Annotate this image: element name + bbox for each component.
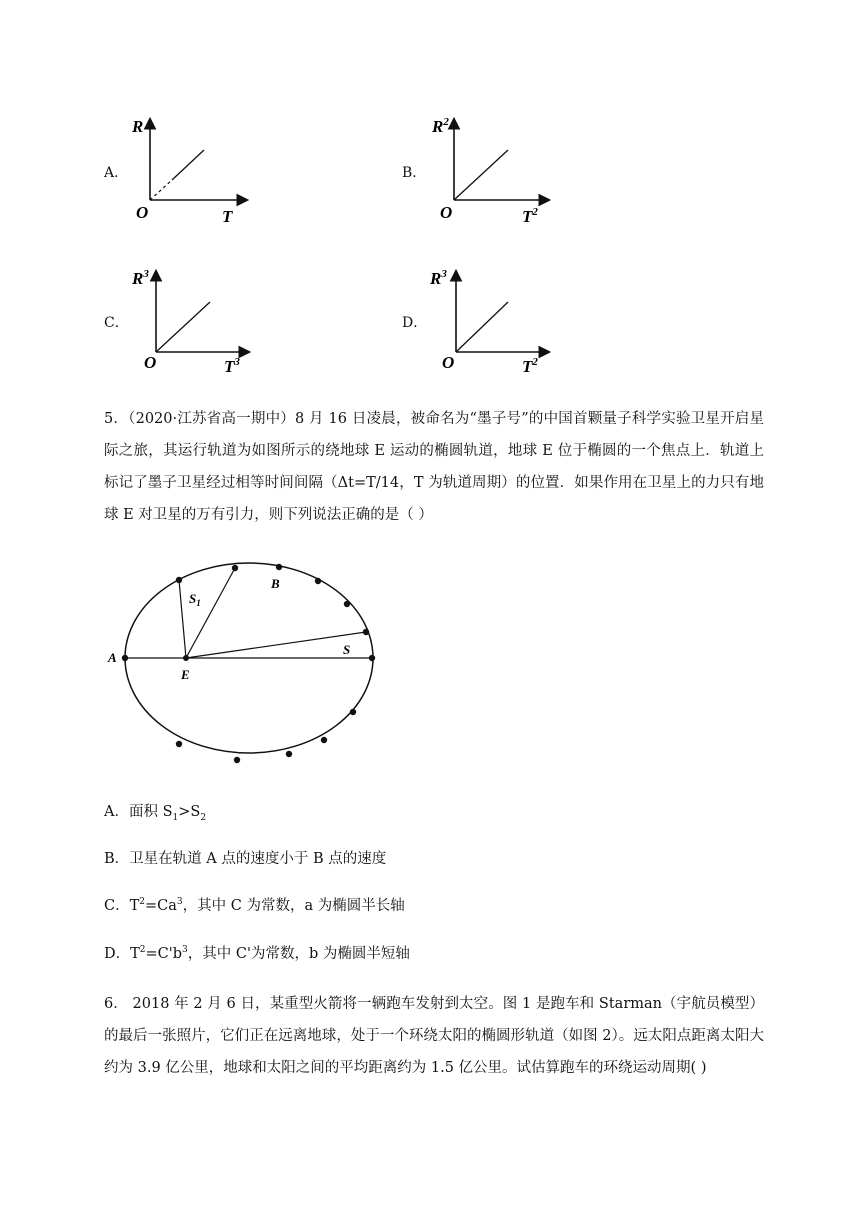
graph-c-xsup: 3 bbox=[234, 356, 240, 368]
svg-text:T2 bbox=[522, 206, 538, 226]
graph-c bbox=[130, 262, 260, 384]
svg-text:T2 bbox=[522, 356, 538, 376]
q6-stem: 6． 2018 年 2 月 6 日，某重型火箭将一辆跑车发射到太空。图 1 是跑车和 Starman（宇航员模型）的最后一张照片，它们正在远离地球，处于一个环绕太阳的椭圆形轨道（如图 2）。远太阳点距离太阳大约为 3.9 亿公里，地球和太阳之间的平均距离约为 1.5 亿公里。试估算跑车的环绕运动周期( ) bbox=[104, 996, 764, 1076]
option-b-label: B． bbox=[402, 165, 427, 181]
svg-text:R2 bbox=[431, 116, 449, 136]
graph-c-ysup: 3 bbox=[143, 268, 149, 280]
option-d-label: D． bbox=[402, 315, 428, 331]
label-a: A bbox=[108, 650, 117, 665]
graph-a-origin: O bbox=[136, 203, 149, 222]
graph-b-ylabel: R bbox=[432, 117, 444, 136]
q5-stem: 5．（2020·江苏省高一期中）8 月 16 日凌晨，被命名为“墨子号”的中国首颗量子科学实验卫星开启星际之旅，其运行轨道为如图所示的绕地球 E 运动的椭圆轨道，地球 E 位于椭圆的一个焦点上．轨道上标记了墨子卫星经过相等时间间隔（Δt=T/14，T 为轨道周期）的位置．如果作用在卫星上的力只有地球 E 对卫星的万有引力，则下列说法正确的是（ ） bbox=[104, 411, 764, 523]
graph-c-origin: O bbox=[144, 353, 157, 372]
q5-choice-b: B．卫星在轨道 A 点的速度小于 B 点的速度 bbox=[104, 851, 387, 867]
graph-d-ysup: 3 bbox=[441, 268, 447, 280]
graph-d-xsup: 2 bbox=[532, 356, 538, 368]
label-s1: S bbox=[189, 591, 197, 606]
label-b: B bbox=[271, 576, 280, 591]
label-s: S bbox=[343, 642, 351, 657]
graph-a-ylabel: R bbox=[132, 117, 144, 136]
svg-text:R3 bbox=[131, 268, 149, 288]
option-a-label: A． bbox=[104, 165, 129, 181]
q5-choice-d: D．$T^2=C'b^3$，其中 C'为常数，b 为椭圆半短轴 bbox=[104, 945, 410, 962]
graph-d-origin: O bbox=[442, 353, 455, 372]
q5-choice-a: A．面积 $S_1>S_2$ bbox=[104, 804, 207, 823]
graph-c-xlabel: T bbox=[224, 357, 235, 376]
label-s1-sub: 1 bbox=[196, 598, 201, 608]
svg-text:R3 bbox=[429, 268, 447, 288]
graph-b-xsup: 2 bbox=[532, 206, 538, 218]
graph-b bbox=[428, 110, 558, 232]
graph-d-ylabel: R bbox=[430, 269, 442, 288]
svg-text:T3 bbox=[224, 356, 240, 376]
graph-c-ylabel: R bbox=[132, 269, 144, 288]
graph-a-xlabel: T bbox=[222, 207, 233, 226]
graph-d-xlabel: T bbox=[522, 357, 533, 376]
graph-b-xlabel: T bbox=[522, 207, 533, 226]
svg-text:S1 bbox=[189, 591, 201, 608]
graph-a bbox=[126, 110, 256, 232]
orbit-figure bbox=[100, 556, 400, 780]
q5-choice-c: C．$T^2=Ca^3$，其中 C 为常数，a 为椭圆半长轴 bbox=[104, 897, 405, 914]
graph-b-ysup: 2 bbox=[443, 116, 449, 128]
label-e: E bbox=[181, 667, 190, 682]
option-c-label: C． bbox=[104, 315, 129, 331]
graph-d bbox=[428, 262, 558, 384]
graph-b-origin: O bbox=[440, 203, 453, 222]
